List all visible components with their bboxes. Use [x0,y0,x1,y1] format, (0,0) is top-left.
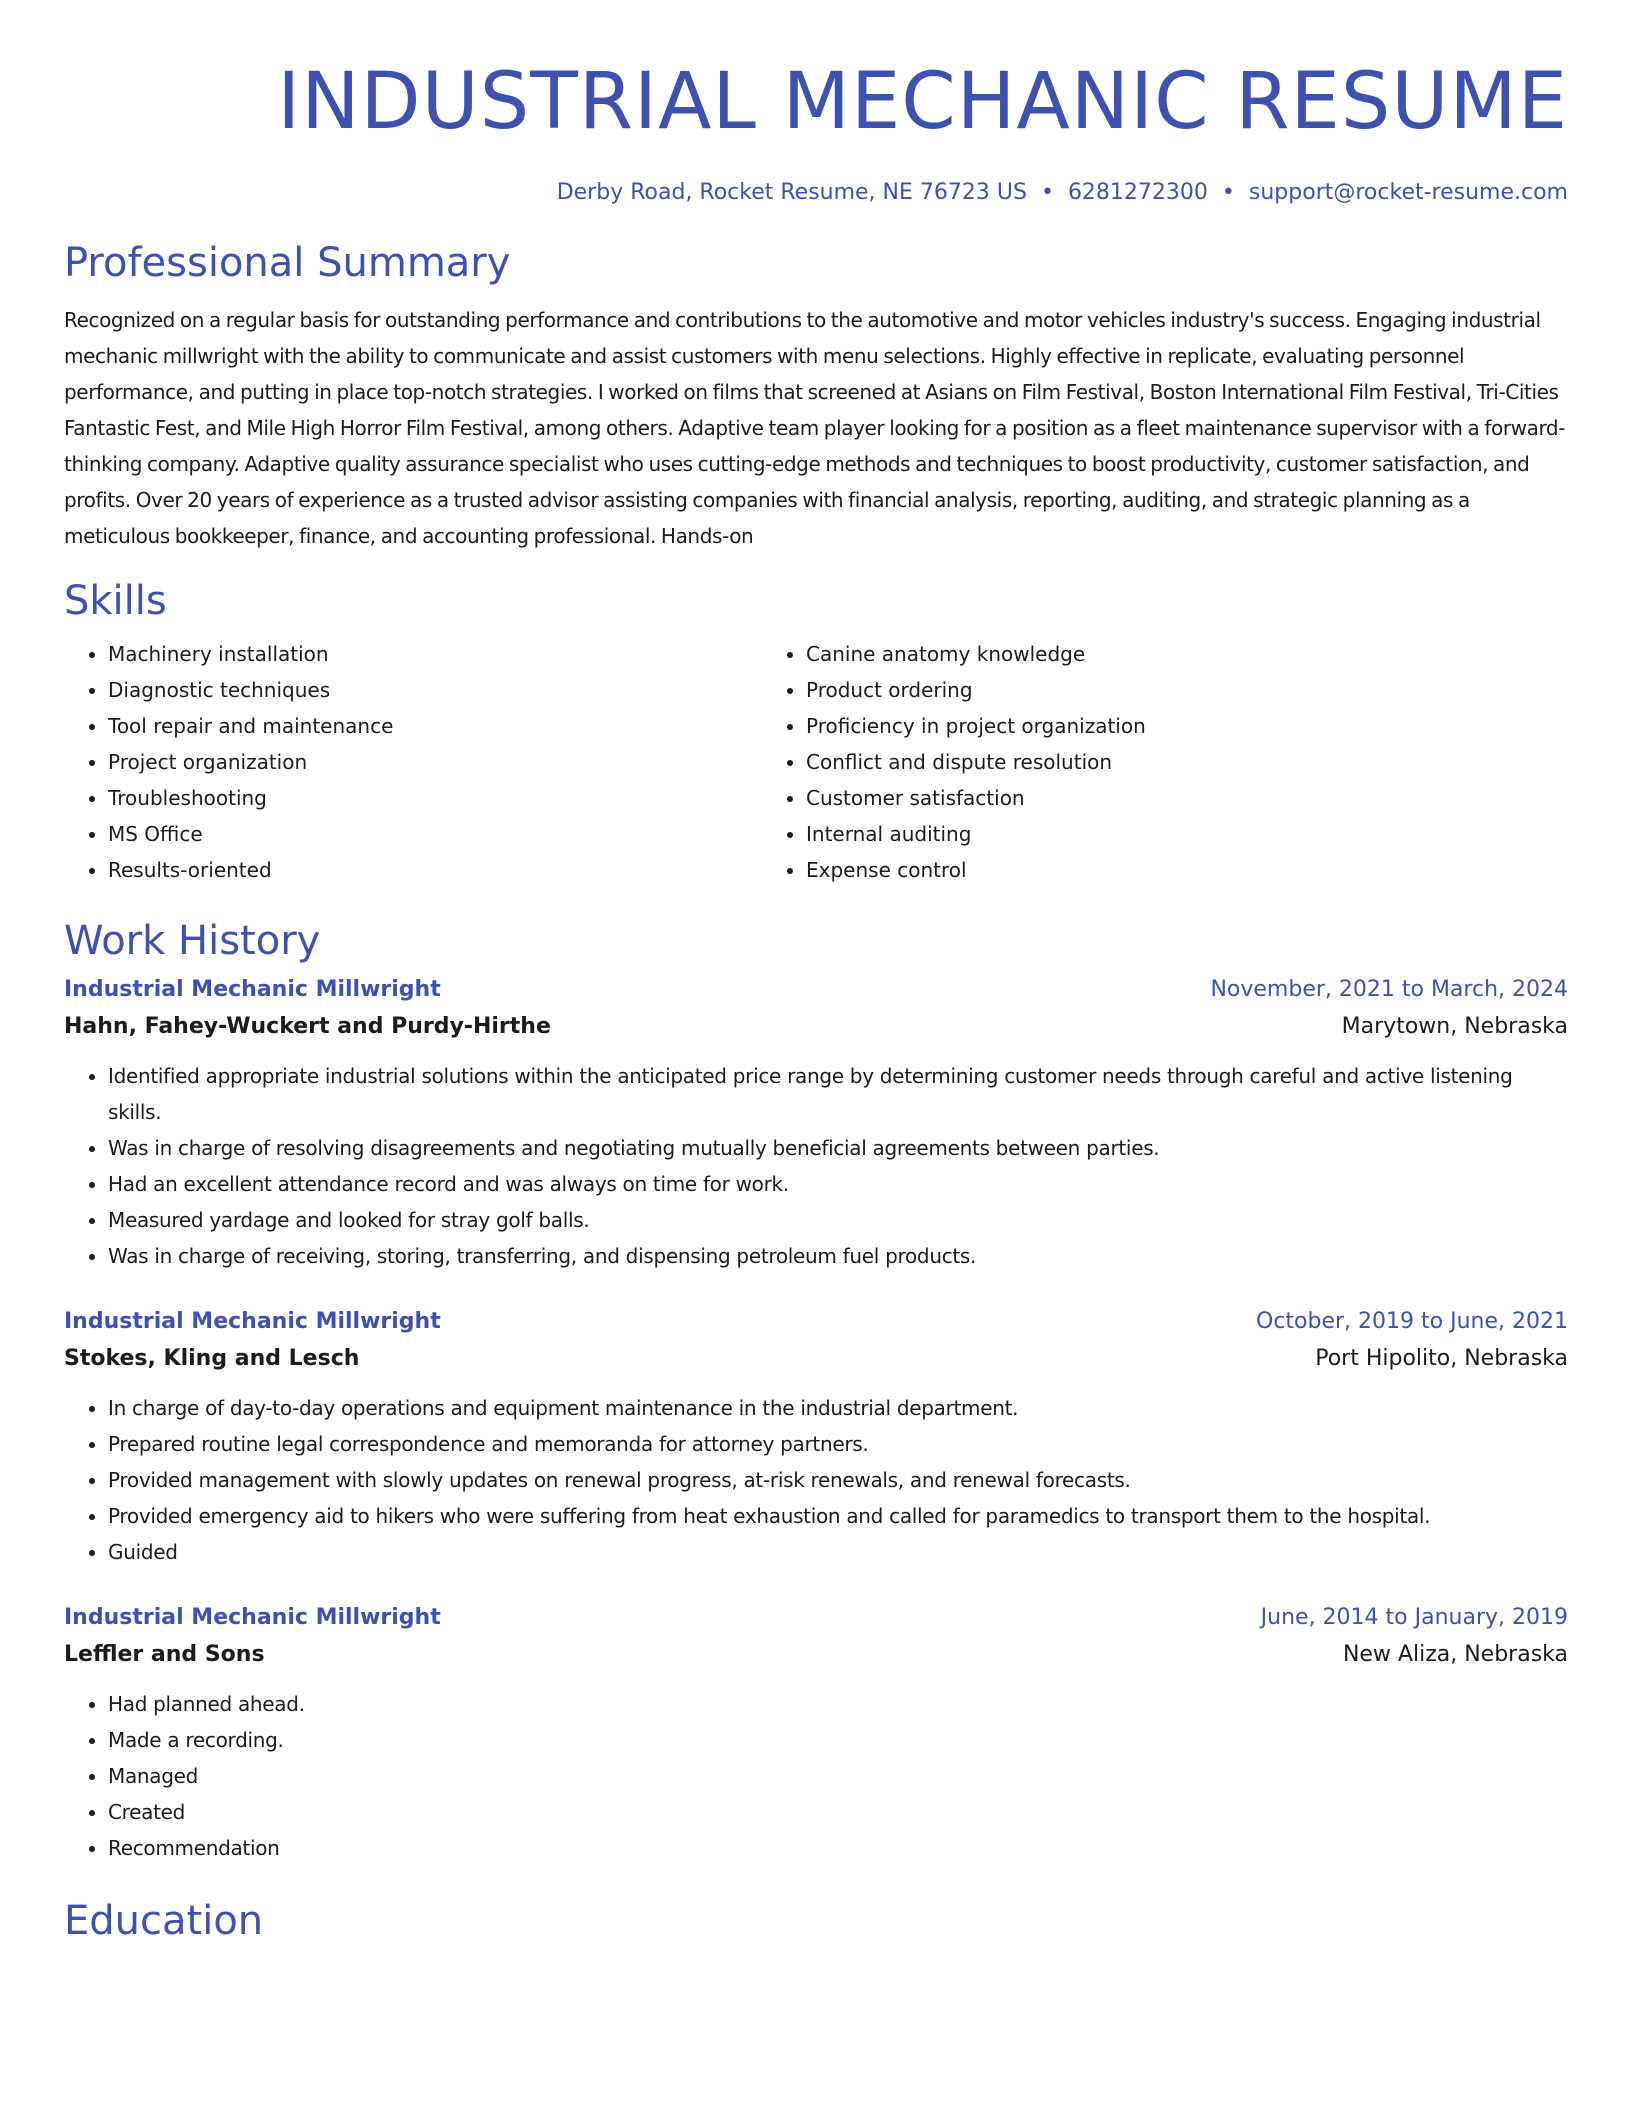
skill-item: • Project organization [108,744,762,780]
skill-item: • Results-oriented [108,852,762,888]
skill-item: • Customer satisfaction [806,780,1460,816]
skills-list-left [64,636,762,888]
job-bullet: • Was in charge of receiving, storing, transferring, and dispensing petroleum fuel products. [108,1238,1568,1274]
resume-title: INDUSTRIAL MECHANIC RESUME [277,57,1568,147]
skills-list-right [762,636,1460,888]
skill-item: • MS Office [108,816,762,852]
contact-email: support@rocket-resume.com [1248,180,1568,205]
job-location: Port Hipolito, Nebraska [1315,1346,1568,1371]
job-bullet: • Created [108,1794,1568,1830]
skill-item: • Internal auditing [806,816,1460,852]
job-dates: October, 2019 to June, 2021 [1256,1309,1568,1334]
job-company-row [64,1636,1568,1674]
job-entry [64,972,1568,1274]
skills-heading: Skills [64,578,167,624]
skills-columns [64,636,1568,888]
job-bullet: • Was in charge of resolving disagreements and negotiating mutually beneficial agreements between parties. [108,1130,1568,1166]
job-bullet: • Made a recording. [108,1722,1568,1758]
work-history-heading: Work History [64,918,321,964]
job-title: Industrial Mechanic Millwright [64,1309,441,1334]
job-bullet: • Provided management with slowly updates on renewal progress, at-risk renewals, and renewal forecasts. [108,1462,1568,1498]
job-title-row [64,1600,1568,1636]
job-entry [64,1304,1568,1570]
job-bullet: • Identified appropriate industrial solutions within the anticipated price range by determining customer needs through careful and active listening skills. [108,1058,1568,1130]
job-company-row [64,1008,1568,1046]
contact-address: Derby Road, Rocket Resume, NE 76723 US [556,180,1027,205]
job-bullet: • Measured yardage and looked for stray golf balls. [108,1202,1568,1238]
job-title: Industrial Mechanic Millwright [64,1605,441,1630]
skill-item: • Product ordering [806,672,1460,708]
job-bullet: • Had planned ahead. [108,1686,1568,1722]
summary-heading: Professional Summary [64,240,511,286]
resume-header [64,52,1568,208]
job-bullets [64,1686,1568,1866]
job-location: New Aliza, Nebraska [1342,1642,1568,1667]
skill-item: • Conflict and dispute resolution [806,744,1460,780]
skill-item: • Troubleshooting [108,780,762,816]
contact-separator: • [1221,180,1235,205]
job-company: Stokes, Kling and Lesch [64,1346,360,1371]
job-bullet: • Managed [108,1758,1568,1794]
job-company-row [64,1340,1568,1378]
job-company: Hahn, Fahey-Wuckert and Purdy-Hirthe [64,1014,551,1039]
contact-line [64,178,1568,208]
job-title-row [64,1304,1568,1340]
job-title: Industrial Mechanic Millwright [64,977,441,1002]
job-bullets [64,1058,1568,1274]
skill-item: • Machinery installation [108,636,762,672]
summary-text: Recognized on a regular basis for outstanding performance and contributions to the automotive and motor vehicles industry's success. Engaging industrial mechanic millwright with the ability to communicate and assist customers with menu selections. Highly effective in replicate, evaluating personnel performance, and putting in place top-notch strategies. I worked on films that screened at Asians on Film Festival, Boston International Film Festival, Tri-Cities Fantastic Fest, and Mile High Horror Film Festival, among others. Adaptive team player looking for a position as a fleet maintenance supervisor with a forward-thinking company. Adaptive quality assurance specialist who uses cutting-edge methods and techniques to boost productivity, customer satisfaction, and profits. Over 20 years of experience as a trusted advisor assisting companies with financial analysis, reporting, auditing, and strategic planning as a meticulous bookkeeper, finance, and accounting professional. Hands-on [64,308,1566,548]
job-title-row [64,972,1568,1008]
contact-phone: 6281272300 [1067,180,1208,205]
job-entry [64,1600,1568,1866]
job-location: Marytown, Nebraska [1341,1014,1568,1039]
job-bullet: • Provided emergency aid to hikers who were suffering from heat exhaustion and called for paramedics to transport them to the hospital. [108,1498,1568,1534]
job-dates: November, 2021 to March, 2024 [1210,977,1568,1002]
job-bullet: • Prepared routine legal correspondence and memoranda for attorney partners. [108,1426,1568,1462]
job-bullet: • Guided [108,1534,1568,1570]
education-heading: Education [64,1898,264,1944]
skill-item: • Expense control [806,852,1460,888]
job-bullet: • Recommendation [108,1830,1568,1866]
job-bullet: • In charge of day-to-day operations and equipment maintenance in the industrial department. [108,1390,1568,1426]
skill-item: • Canine anatomy knowledge [806,636,1460,672]
skill-item: • Proficiency in project organization [806,708,1460,744]
skill-item: • Diagnostic techniques [108,672,762,708]
job-dates: June, 2014 to January, 2019 [1260,1605,1568,1630]
job-company: Leffler and Sons [64,1642,265,1667]
skill-item: • Tool repair and maintenance [108,708,762,744]
job-bullets [64,1390,1568,1570]
contact-separator: • [1040,180,1054,205]
job-bullet: • Had an excellent attendance record and was always on time for work. [108,1166,1568,1202]
